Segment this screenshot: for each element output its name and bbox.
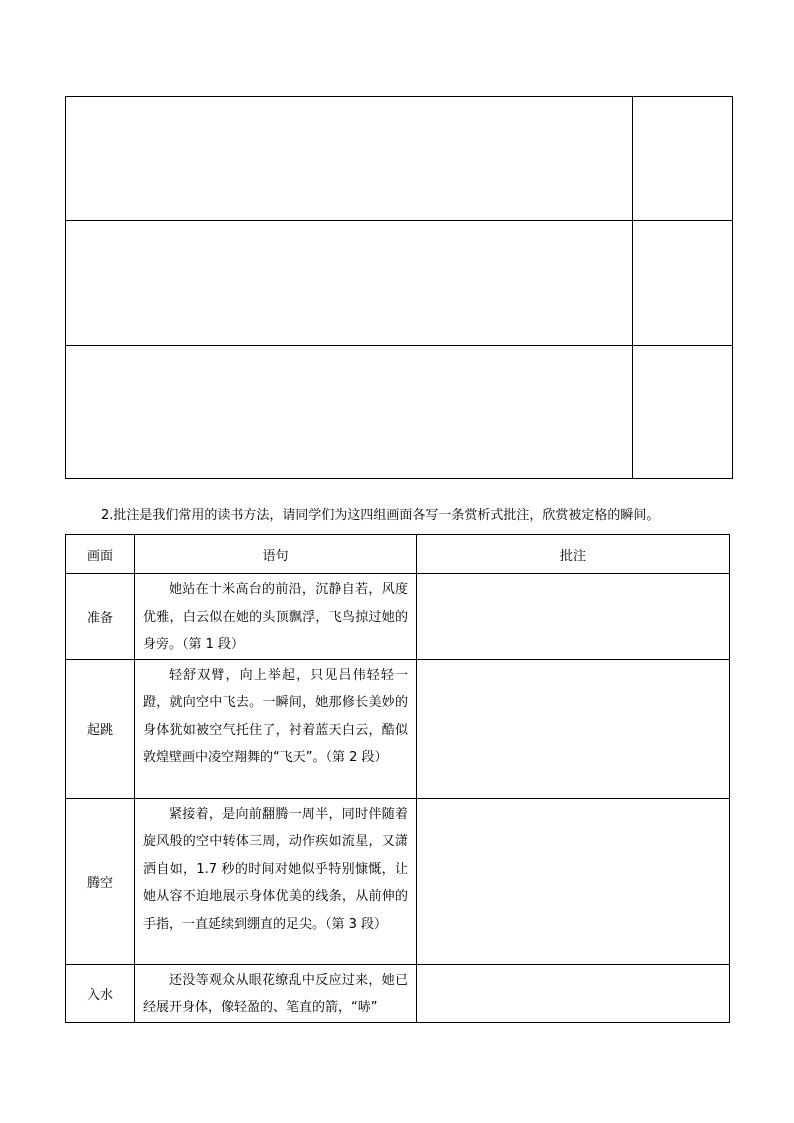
annotation-cell[interactable] — [417, 659, 730, 798]
header-sentence: 语句 — [135, 535, 417, 574]
scene-cell: 起跳 — [66, 659, 135, 798]
sentence-cell: 她站在十米高台的前沿，沉静自若，风度优雅，白云似在她的头顶飘浮，飞鸟掠过她的身旁。（第 1 段） — [135, 574, 417, 660]
annotation-table — [65, 534, 730, 1023]
header-scene: 画面 — [66, 535, 135, 574]
table-row — [66, 798, 730, 964]
annotation-cell[interactable] — [417, 798, 730, 964]
sentence-cell: 还没等观众从眼花缭乱中反应过来，她已经展开身体，像轻盈的、笔直的箭，“哧” — [135, 964, 417, 1022]
header-annotation: 批注 — [417, 535, 730, 574]
question-instruction: 2.批注是我们常用的读书方法，请同学们为这四组画面各写一条赏析式批注，欣赏被定格的瞬间。 — [101, 508, 660, 523]
table-row — [66, 659, 730, 798]
annotation-cell[interactable] — [417, 964, 730, 1022]
sentence-cell: 轻舒双臂，向上举起，只见吕伟轻轻一蹬，就向空中飞去。一瞬间，她那修长美妙的身体犹如被空气托住了，衬着蓝天白云，酷似敦煌壁画中凌空翔舞的“飞天”。（第 2 段） — [135, 659, 417, 798]
sentence-cell: 紧接着，是向前翻腾一周半，同时伴随着旋风般的空中转体三周，动作疾如流星，又潇洒自如，1.7 秒的时间对她似乎特别慷慨，让她从容不迫地展示身体优美的线条，从前伸的手指，一直延续到绷直的足尖。（第 3 段） — [135, 798, 417, 964]
blank-answer-cell[interactable] — [66, 346, 633, 479]
blank-row — [66, 346, 733, 479]
blank-answer-cell[interactable] — [66, 221, 633, 346]
table-row — [66, 574, 730, 660]
blank-row — [66, 221, 733, 346]
scene-cell: 腾空 — [66, 798, 135, 964]
blank-score-cell[interactable] — [633, 97, 733, 221]
blank-answer-cell[interactable] — [66, 97, 633, 221]
blank-answer-table — [65, 96, 733, 479]
annotation-cell[interactable] — [417, 574, 730, 660]
scene-cell: 准备 — [66, 574, 135, 660]
table-header-row — [66, 535, 730, 574]
table-row — [66, 964, 730, 1022]
blank-row — [66, 97, 733, 221]
blank-score-cell[interactable] — [633, 221, 733, 346]
scene-cell: 入水 — [66, 964, 135, 1022]
blank-score-cell[interactable] — [633, 346, 733, 479]
